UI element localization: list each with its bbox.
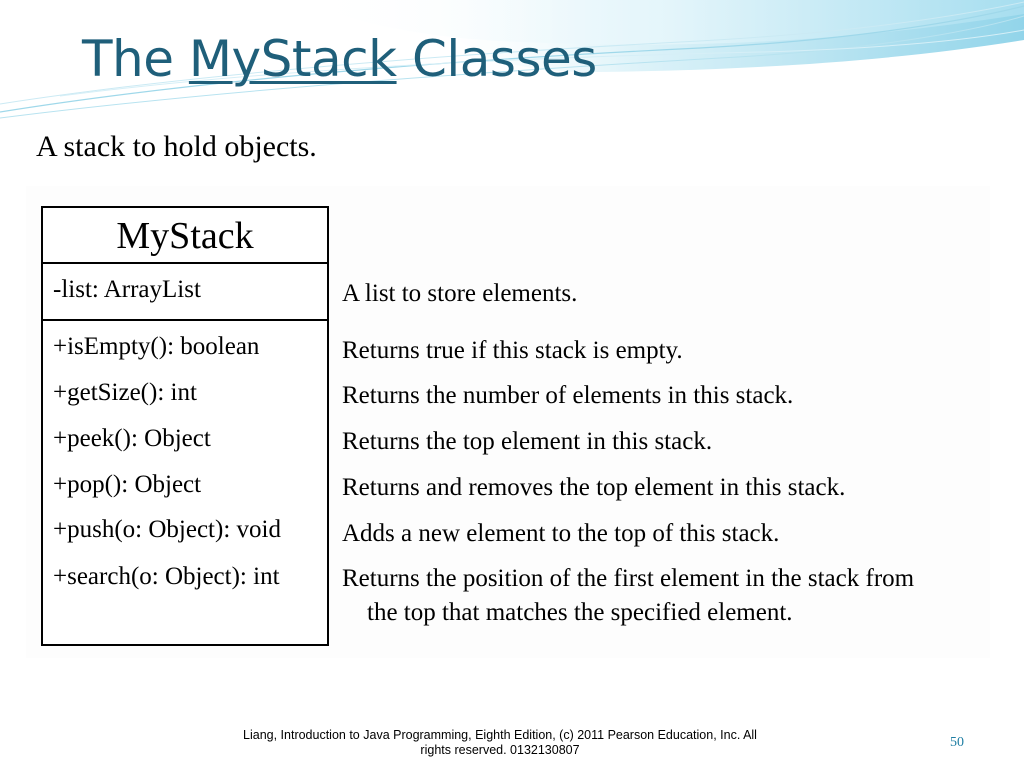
title-mystack-link[interactable]: MyStack: [188, 30, 397, 88]
title-suffix: Classes: [396, 30, 597, 88]
uml-attribute: -list: ArrayList: [53, 276, 201, 303]
method-description: Returns the position of the first element in the stack from: [342, 565, 915, 592]
method-description: Returns the top element in this stack.: [342, 428, 713, 455]
footer-copyright: [200, 728, 800, 758]
uml-method: +push(o: Object): void: [53, 516, 281, 543]
method-description: Returns the number of elements in this stack.: [342, 382, 794, 409]
footer-line: Liang, Introduction to Java Programming, Eighth Edition, (c) 2011 Pearson Education, Inc. All: [243, 728, 757, 742]
footer-line: rights reserved. 0132130807: [420, 743, 580, 757]
uml-class-box: [41, 206, 329, 646]
attribute-description: A list to store elements.: [342, 280, 578, 307]
uml-method: +search(o: Object): int: [53, 563, 280, 590]
uml-method: +pop(): Object: [53, 471, 202, 498]
method-description: Returns and removes the top element in this stack.: [342, 474, 846, 501]
slide-subtitle: A stack to hold objects.: [36, 130, 317, 163]
page-title: [82, 30, 597, 88]
uml-class-name: MyStack: [43, 208, 327, 264]
uml-method: +getSize(): int: [53, 379, 197, 406]
uml-method: +peek(): Object: [53, 425, 211, 452]
method-description: Returns true if this stack is empty.: [342, 337, 683, 364]
page-number: 50: [950, 735, 964, 750]
method-description-continuation: the top that matches the specified element.: [367, 599, 793, 626]
uml-method: +isEmpty(): boolean: [53, 333, 260, 360]
method-description: Adds a new element to the top of this stack.: [342, 520, 780, 547]
uml-attributes-section: [43, 264, 327, 321]
title-prefix: The: [82, 30, 189, 88]
